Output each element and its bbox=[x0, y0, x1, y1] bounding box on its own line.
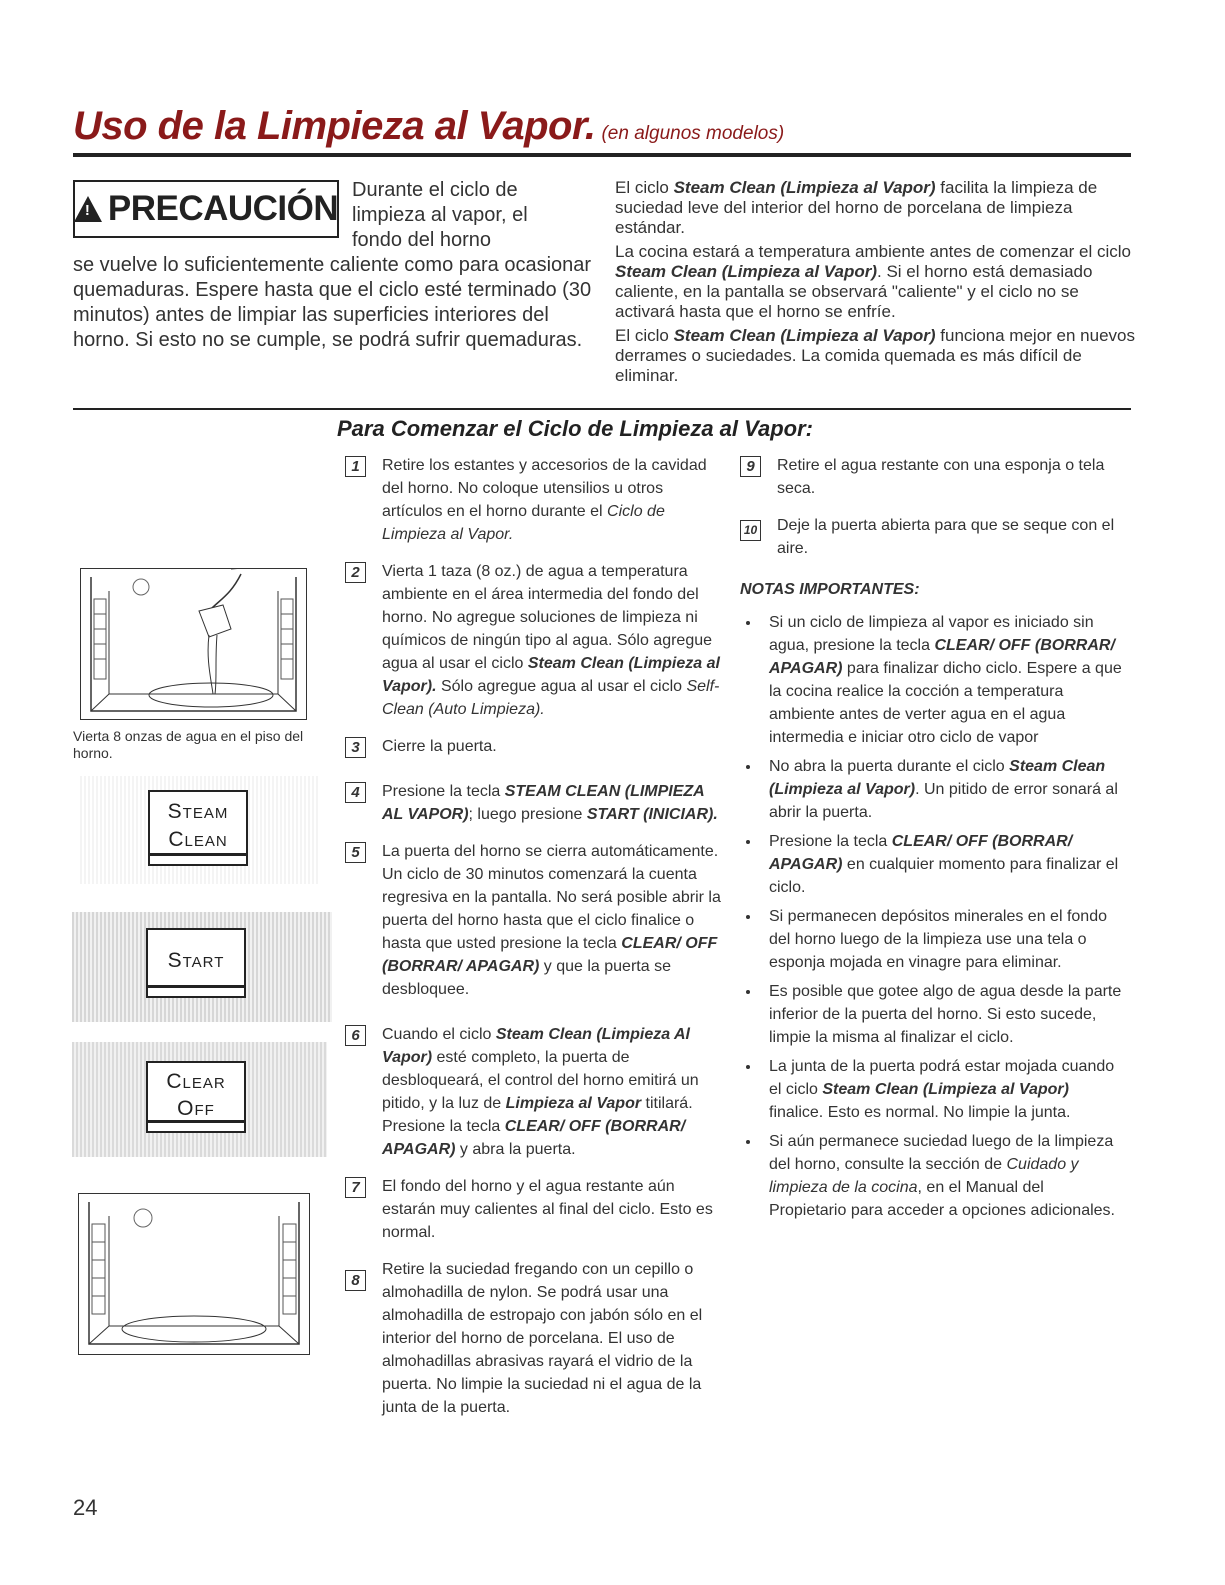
steps-column-right bbox=[740, 454, 1125, 1228]
caution-label: PRECAUCIÓN bbox=[107, 189, 339, 228]
step-number: 3 bbox=[345, 737, 366, 758]
notes-list bbox=[740, 611, 1125, 1222]
step-item: 1 Retire los estantes y accesorios de la cavidad del horno. No coloque utensilios u otros artículos en el horno durante el Ciclo de Limpieza al Vapor. bbox=[345, 454, 723, 546]
caution-lead-text: Durante el ciclo de limpieza al vapor, el fondo del horno bbox=[352, 179, 528, 251]
step-number: 7 bbox=[345, 1177, 366, 1198]
step-item: 4 Presione la tecla STEAM CLEAN (LIMPIEZA AL VAPOR); luego presione START (INICIAR). bbox=[345, 780, 723, 826]
page-title bbox=[73, 104, 784, 149]
section-title: Para Comenzar el Ciclo de Limpieza al Vapor: bbox=[337, 416, 813, 441]
list-item: • No abra la puerta durante el ciclo Steam Clean (Limpieza al Vapor). Un pitido de error sonará al abrir la puerta. bbox=[761, 755, 1125, 824]
caution-label-box bbox=[73, 180, 339, 238]
step-number: 4 bbox=[345, 782, 366, 803]
step-number: 2 bbox=[345, 562, 366, 583]
clear-off-key bbox=[146, 1061, 246, 1133]
steam-clean-key bbox=[148, 790, 248, 866]
step-number: 9 bbox=[740, 456, 761, 477]
list-item: • Si un ciclo de limpieza al vapor es iniciado sin agua, presione la tecla CLEAR/ OFF (BORRAR/ APAGAR) para finalizar dicho ciclo. Espere a que la cocina realice la cocción a temperatura ambiente antes de verter agua en el agua intermedia e iniciar otro ciclo de vapor bbox=[761, 611, 1125, 749]
step-number: 1 bbox=[345, 456, 366, 477]
oven-interior-illustration bbox=[78, 1193, 310, 1355]
notes-heading: NOTAS IMPORTANTES: bbox=[740, 581, 920, 598]
oven-pour-water-illustration bbox=[80, 568, 307, 720]
step-item: 8 Retire la suciedad fregando con un cepillo o almohadilla de nylon. Se podrá usar una almohadilla de estropajo con jabón sólo en el interior del horno de porcelana. El uso de almohadillas abrasivas rayará el vidrio de la puerta. No limpie la suciedad ni el agua de la junta de la puerta. bbox=[345, 1258, 723, 1419]
warning-icon: ! bbox=[74, 196, 102, 222]
figure-caption: Vierta 8 onzas de agua en el piso del horno. bbox=[73, 728, 304, 761]
title-text: Uso de la Limpieza al Vapor. bbox=[73, 104, 596, 148]
step-item: 7 El fondo del horno y el agua restante aún estarán muy calientes al final del ciclo. Esto es normal. bbox=[345, 1175, 723, 1244]
list-item: • Si aún permanece suciedad luego de la limpieza del horno, consulte la sección de Cuidado y limpieza de la cocina, en el Manual del Propietario para acceder a opciones adicionales. bbox=[761, 1130, 1125, 1222]
list-item: • Si permanecen depósitos minerales en el fondo del horno luego de la limpieza use una tela o esponja mojada en vinagre para eliminar. bbox=[761, 905, 1125, 974]
intro-paragraph: El ciclo Steam Clean (Limpieza al Vapor) facilita la limpieza de suciedad leve del interior del horno de porcelana de limpieza estándar. bbox=[615, 178, 1098, 237]
step-item: 6 Cuando el ciclo Steam Clean (Limpieza Al Vapor) esté completo, la puerta de desbloqueará, el control del horno emitirá un pitido, y la luz de Limpieza al Vapor titilará. Presione la tecla CLEAR/ OFF (BORRAR/ APAGAR) y abra la puerta. bbox=[345, 1023, 723, 1161]
step-number: 10 bbox=[740, 520, 761, 541]
list-item: • Es posible que gotee algo de agua desde la parte inferior de la puerta del horno. Si esto sucede, limpie la misma al finalizar el ciclo. bbox=[761, 980, 1125, 1049]
page-number: 24 bbox=[73, 1495, 98, 1520]
key-label: Off bbox=[177, 1097, 215, 1120]
header-rule bbox=[73, 153, 1131, 157]
title-subtitle: (en algunos modelos) bbox=[601, 123, 785, 144]
step-item: 3 Cierre la puerta. bbox=[345, 735, 723, 758]
key-label: Start bbox=[167, 949, 225, 972]
key-label: Steam bbox=[167, 800, 229, 823]
intro-text bbox=[615, 178, 1135, 390]
intro-paragraph: El ciclo Steam Clean (Limpieza al Vapor) funciona mejor en nuevos derrames o suciedades. La comida quemada es más difícil de eliminar. bbox=[615, 326, 1135, 385]
caution-body-text: se vuelve lo suficientemente caliente como para ocasionar quemaduras. Espere hasta que el ciclo esté terminado (30 minutos) antes de limpiar las superficies interiores del horno. Si esto no se cumple, se podrá sufrir quemaduras. bbox=[73, 254, 592, 351]
step-number: 5 bbox=[345, 842, 366, 863]
list-item: • Presione la tecla CLEAR/ OFF (BORRAR/ APAGAR) en cualquier momento para finalizar el ciclo. bbox=[761, 830, 1125, 899]
intro-paragraph: La cocina estará a temperatura ambiente antes de comenzar el ciclo Steam Clean (Limpieza al Vapor). Si el horno está demasiado caliente, en la pantalla se observará "caliente" y el ciclo no se activará hasta que el horno se enfríe. bbox=[615, 242, 1131, 321]
step-number: 6 bbox=[345, 1025, 366, 1046]
steps-column-left bbox=[345, 454, 723, 1433]
step-item: 5 La puerta del horno se cierra automáticamente. Un ciclo de 30 minutos comenzará la cuenta regresiva en la pantalla. No será posible abrir la puerta del horno hasta que el ciclo finalice o hasta que usted presione la tecla CLEAR/ OFF (BORRAR/ APAGAR) y que la puerta se desbloquee. bbox=[345, 840, 723, 1001]
step-number: 8 bbox=[345, 1270, 366, 1291]
key-label: Clear bbox=[166, 1070, 226, 1093]
list-item: • La junta de la puerta podrá estar mojada cuando el ciclo Steam Clean (Limpieza al Vapor) finalice. Esto es normal. No limpie la junta. bbox=[761, 1055, 1125, 1124]
step-item: 2 Vierta 1 taza (8 oz.) de agua a temperatura ambiente en el área intermedia del fondo del horno. No agregue soluciones de limpieza ni químicos de ningún tipo al agua. Sólo agregue agua al usar el ciclo Steam Clean (Limpieza al Vapor). Sólo agregue agua al usar el ciclo Self-Clean (Auto Limpieza). bbox=[345, 560, 723, 721]
key-label: Clean bbox=[168, 828, 228, 851]
step-item: 9 Retire el agua restante con una esponja o tela seca. bbox=[740, 454, 1125, 500]
section-rule bbox=[73, 408, 1131, 410]
start-key bbox=[146, 928, 246, 998]
step-item: 10 Deje la puerta abierta para que se seque con el aire. bbox=[740, 514, 1125, 560]
